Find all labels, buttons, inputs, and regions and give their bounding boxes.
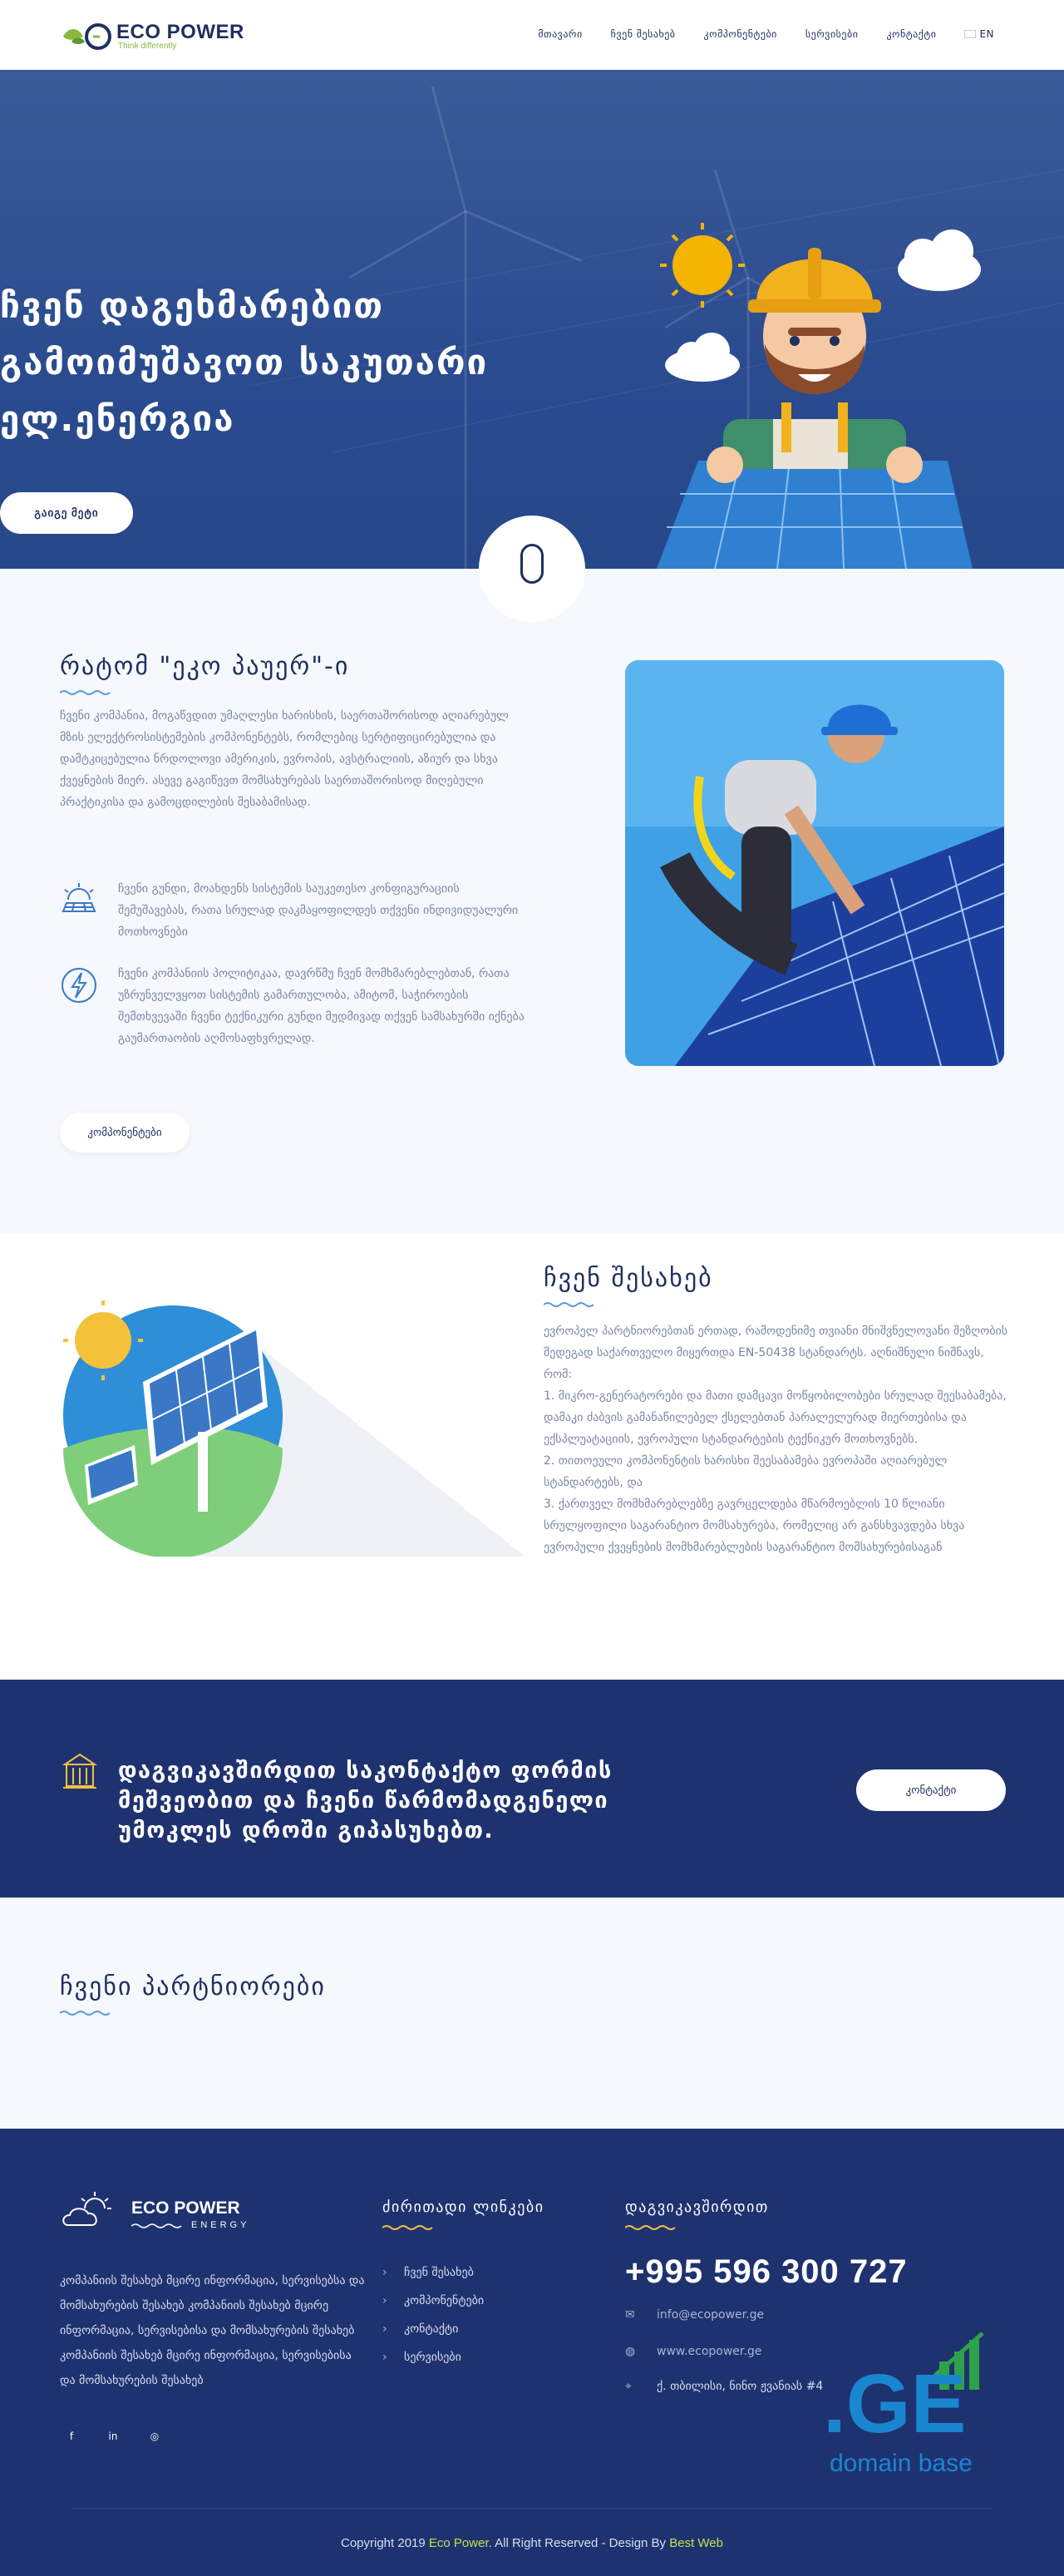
footer-link-about[interactable] [382, 2258, 484, 2287]
solar-worker-illustration [632, 211, 998, 569]
partners-section [0, 1897, 1064, 2129]
flag-icon [964, 30, 976, 38]
domain-badge-text: .GE [823, 2357, 967, 2450]
hero-section [0, 70, 1064, 569]
footer-email[interactable] [625, 2308, 764, 2322]
about-section [0, 1234, 1064, 1680]
footer-link-label: ჩვენ შესახებ [404, 2266, 474, 2279]
footer-links-title [382, 2198, 544, 2231]
solar-panel-graphic [657, 461, 973, 569]
footer-contact-title [625, 2198, 769, 2231]
chevron-right-icon: › [382, 2322, 387, 2336]
chevron-right-icon: › [382, 2294, 387, 2307]
footer-link-label: სერვისები [404, 2351, 461, 2364]
learn-more-button[interactable]: გაიგე მეტი [0, 492, 133, 534]
feature-text: ჩვენი გუნდი, მოახდენს სისტემის საუკეთესო კონფიგურაციის შემუშავებას, რათა სრულად დაკმაყოფილდეს თქვენი ინდივიდუალური მოთხოვნები [118, 882, 519, 939]
facebook-icon[interactable]: f [69, 2430, 74, 2442]
copyright-brand-link[interactable]: Eco Power [428, 2536, 489, 2550]
mouse-icon [520, 544, 544, 584]
domain-badge[interactable] [823, 2328, 1006, 2478]
footer-link-contact[interactable] [382, 2315, 484, 2343]
about-heading [544, 1264, 713, 1308]
nav-contact[interactable]: კონტაქტი [886, 28, 937, 40]
footer-link-components[interactable] [382, 2287, 484, 2315]
solar-panel-illustration [60, 1274, 525, 1557]
chevron-right-icon: › [382, 2266, 387, 2279]
footer-divider [71, 2508, 993, 2509]
social-links [60, 2425, 166, 2448]
why-text: ჩვენი კომპანია, მოგაწვდით უმაღლესი ხარისხის, საერთაშორისოდ აღიარებულ მზის ელექტროსისტემების კომპონენტებს, რომლებიც სერტიფიცირებულია და დამტკიცებულია ნრდოლოვი ამერიკის, ევროპის, ავსტრალიის, აზიურ და სხვა ქვეყნების მიერ. ასევე გაგიწევთ მომსახურებას საერთაშორისოდ მიღებული პრაქტიკისა და გამოცდილების შესაბამისად. [60, 709, 509, 809]
nav-services[interactable]: სერვისები [805, 28, 859, 40]
nav-components[interactable]: კომპონენტები [703, 28, 777, 40]
feature-text: ჩვენი კომპანიის პოლიტიკაა, დავრწმუ ჩვენ მომხმარებლებთან, რათა უზრუნველვყოთ სისტემის გამართულობა, ამიტომ, საჭიროების შემთხვევაში ჩვენი ტექნიკური გუნდი მუდმივად თქვენ სამსახურში იქნება გაუმართაობის აღმოსაფხვრელად. [118, 967, 525, 1045]
footer-address [625, 2380, 823, 2393]
contact-cta-text: დაგვიკავშირდით საკონტაქტო ფორმის მეშვეობით და ჩვენი წარმომადგენელი უმოკლეს დროში გიპასუხებთ. [118, 1758, 613, 1843]
site-header [0, 0, 1064, 70]
copyright-prefix: Copyright 2019 [341, 2536, 426, 2550]
components-button[interactable]: კომპონენტები [60, 1113, 190, 1152]
partners-title: ჩვენი პარტნიორები [60, 1972, 326, 2001]
wave-divider-icon [544, 1301, 595, 1308]
nav-about[interactable]: ჩვენ შესახებ [610, 28, 676, 40]
leaf-logo-icon [60, 18, 113, 55]
feature-item [60, 963, 525, 1049]
footer-links [382, 2258, 484, 2371]
designer-link[interactable]: Best Web [669, 2536, 723, 2550]
footer-website[interactable] [625, 2345, 761, 2358]
linkedin-icon[interactable]: in [108, 2430, 118, 2442]
logo-tagline: Think differently [118, 42, 177, 51]
hero-title: ჩვენ დაგეხმარებით გამოიმუშავოთ საკუთარი ელ.ენერგია [0, 285, 489, 439]
wave-divider-icon [382, 2224, 434, 2231]
footer-email-text: info@ecopower.ge [657, 2308, 765, 2322]
instagram-icon[interactable]: ◎ [150, 2430, 160, 2442]
language-label: EN [979, 28, 994, 40]
about-text: ევროპელ პარტნიორებთან ერთად, რამოდენიმე თვიანი მნიშვნელოვანი შეზღობის შედეგად საქართველო მიყერთდა EN-50438 სტანდარტს. აღნიშნული ნიშნავს, რომ: 1. მიკრო-გენერატორები და მათი დამცავი მოწყობილობები სრულად შეესაბამება, დამაკი ძაბვის გამანაწილებელ ქსელებთან პარალელურად მიერთებისა და ექსპლუატაციის, ევროპული სტანდარტების ტექნიკურ მოთხოვნებს. 2. თითოეული კომპონენტის ხარისხი შეესაბამება ევროპაში აღიარებულ სტანდარტებს, და 3. ქართველ მომხმარებლებზე გავრცელდება მწარმოებლის 10 წლიანი სრულყოფილი საგარანტიო მომსახურება, რომელიც არ განსხვავდება სხვა ევროპული ქვეყნების მომხმარებლების საგარანტიო მომსახურებისაგან [544, 1325, 1008, 1554]
footer-logo[interactable] [60, 2189, 259, 2238]
logo-title: ECO POWER [116, 21, 244, 43]
nav-home[interactable]: მთავარი [538, 28, 583, 40]
location-pin-icon: ⌖ [625, 2380, 632, 2393]
footer-link-label: კონტაქტი [404, 2322, 459, 2336]
partners-heading [60, 1972, 326, 2016]
footer-links-heading: ძირითადი ლინკები [382, 2198, 544, 2216]
footer-website-text: www.ecopower.ge [657, 2345, 762, 2358]
why-title: რატომ "ეკო პაუერ"-ი [60, 652, 350, 681]
main-nav [524, 28, 994, 40]
footer-contact-heading: დაგვიკავშირდით [625, 2198, 769, 2216]
domain-badge-sub: domain base [830, 2450, 973, 2477]
site-footer [0, 2129, 1064, 2576]
about-title: ჩვენ შესახებ [544, 1264, 713, 1293]
language-switch[interactable] [950, 28, 994, 40]
wave-divider-icon [625, 2224, 677, 2231]
mail-icon: ✉ [625, 2308, 635, 2322]
scroll-down-button[interactable] [479, 516, 585, 622]
worker-on-roof-photo [625, 660, 1004, 1066]
contact-button[interactable]: კონტაქტი [856, 1769, 1006, 1811]
wave-divider-icon [131, 2222, 185, 2230]
copyright [0, 2536, 1064, 2550]
footer-logo-title: ECO POWER [131, 2198, 240, 2218]
footer-about-text: კომპანიის შესახებ მცირე ინფორმაცია, სერვისებსა და მომსახურების შესახებ კომპანიის შესახებ მცირე ინფორმაცია, სერვისებისა და მომსახურების შესახებ კომპანიის შესახებ მცირე ინფორმაცია, სერვისებისა და მომსახურების შესახებ [60, 2274, 365, 2387]
footer-link-services[interactable] [382, 2343, 484, 2371]
footer-address-text: ქ. თბილისი, ნინო ჟვანიას #4 [657, 2380, 824, 2393]
sun-panel-icon [60, 881, 98, 920]
contact-cta-section [0, 1680, 1064, 1897]
why-heading [60, 652, 349, 696]
chevron-right-icon: › [382, 2351, 387, 2364]
sun-icon [660, 223, 745, 308]
feature-item [60, 878, 525, 943]
lightning-icon [60, 966, 98, 1004]
footer-logo-sub: ENERGY [191, 2220, 250, 2230]
wave-divider-icon [60, 2010, 111, 2016]
footer-phone[interactable]: +995 596 300 727 [625, 2253, 908, 2290]
footer-link-label: კომპონენტები [404, 2294, 485, 2307]
globe-icon: ◍ [625, 2345, 636, 2358]
wave-divider-icon [60, 689, 111, 696]
sun-cloud-logo-icon [60, 2189, 126, 2238]
logo[interactable] [60, 18, 259, 55]
why-section [0, 569, 1064, 1234]
copyright-middle: . All Right Reserved - Design By [488, 2536, 667, 2550]
building-icon [60, 1751, 100, 1791]
